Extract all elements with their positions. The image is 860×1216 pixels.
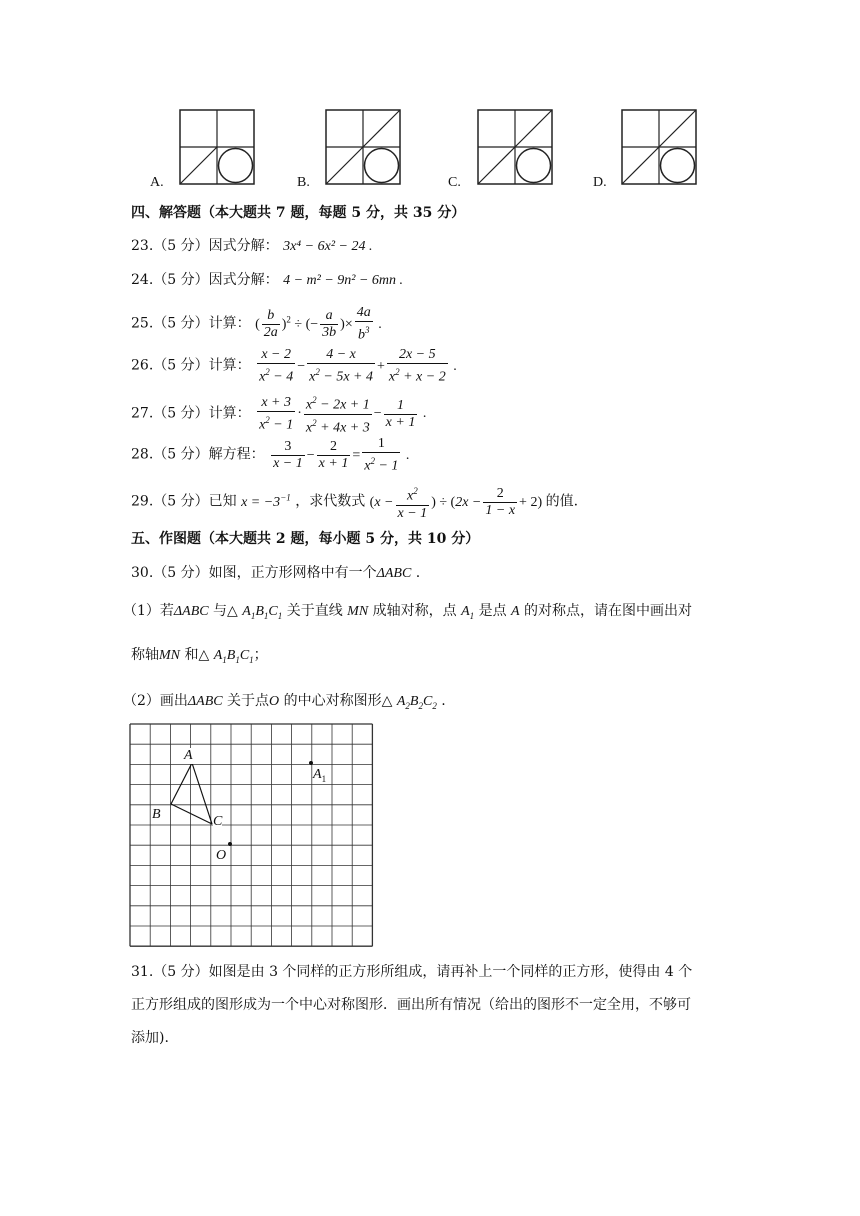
q28-expression: $\frac{3}{x - 1}$ − $\frac{2}{x + 1}$ = $\frac{1}{x^2 - 1}$ . xyxy=(273,436,410,474)
q26-label: 26.（5 分）计算： xyxy=(131,357,251,374)
option-figures-svg xyxy=(0,100,860,195)
figure-b xyxy=(326,110,400,184)
q29-tail: 的值. xyxy=(545,493,579,510)
section-4-heading: 四、解答题（本大题共 7 题，每题 5 分，共 35 分） xyxy=(131,205,466,221)
question-31-line-3: 添加). xyxy=(131,1030,169,1046)
q30-p1-text-b: 与△ xyxy=(213,603,238,619)
grid-label-b: B xyxy=(152,807,161,822)
q25-expression: ( $\frac{b}{2a}$ )$^2$ ÷ (− $\frac{a}{3b}$ )× $\frac{4a}{b^3}$ . xyxy=(255,305,382,343)
q29-expression: (x − $\frac{x^2}{x - 1}$ ) ÷ (2x − $\frac{2}{1 - x}$ + 2) xyxy=(370,495,546,510)
q30-p1-text-f: 的对称点，请在图中画出对 xyxy=(524,603,693,619)
q27-expression: $\frac{x + 3}{x^2 - 1}$ · $\frac{x^2 - 2x + 1}{x^2 + 4x + 3}$ − $\frac{1}{x + 1}$ . xyxy=(255,406,426,421)
grid-label-a1: $A_1$ xyxy=(313,767,327,784)
grid-label-a: A xyxy=(184,748,193,763)
option-a-label: A. xyxy=(150,175,164,190)
question-31-line-1: 31.（5 分）如图是由 3 个同样的正方形所组成，请再补上一个同样的正方形，使得由 4 个 xyxy=(131,964,693,980)
q23-expression: 3x⁴ − 6x² − 24 . xyxy=(283,239,373,254)
question-23 xyxy=(131,236,372,257)
option-figures xyxy=(0,100,860,195)
q29-x-value: $x = -3^{-1}$ xyxy=(241,492,291,510)
q26-expression: $\frac{x - 2}{x^2 - 4}$ − $\frac{4 - x}{x^2 - 5x + 4}$ + $\frac{2x - 5}{x^2 + x - 2}$ . xyxy=(259,347,457,385)
grid-figure xyxy=(128,722,374,948)
q30-p1-text-g: 称轴 xyxy=(131,647,159,663)
question-28 xyxy=(131,436,409,475)
q30-label: 30.（5 分）如图，正方形网格中有一个 xyxy=(131,565,377,581)
q29-middle: ，求代数式 xyxy=(295,493,366,510)
option-d-label: D. xyxy=(593,175,607,190)
q30-p2-text-c: 的中心对称图形△ xyxy=(283,693,393,709)
q24-label: 24.（5 分）因式分解： xyxy=(131,272,279,288)
q30-p2-text-b: 关于点 xyxy=(227,693,270,709)
q23-label: 23.（5 分）因式分解： xyxy=(131,238,279,254)
figure-a xyxy=(180,110,254,184)
q30-p1-text-c: 关于直线 xyxy=(286,603,343,619)
option-b-label: B. xyxy=(297,175,310,190)
question-30-part-1: （1）若ΔABC 与△ $A_1B_1C_1$ 关于直线 MN 成轴对称，点 $A_1$ 是点 A 的对称点，请在图中画出对 xyxy=(123,603,693,621)
question-25 xyxy=(131,302,382,344)
q30-p1-text-h: 和△ xyxy=(184,647,210,663)
option-c-label: C. xyxy=(448,175,461,190)
question-27 xyxy=(131,392,426,436)
grid-svg xyxy=(128,722,374,948)
q28-label: 28.（5 分）解方程： xyxy=(131,446,265,463)
question-24 xyxy=(131,270,403,291)
question-31-line-2: 正方形组成的图形成为一个中心对称图形．画出所有情况（给出的图形不一定全用，不够可 xyxy=(131,997,691,1013)
grid-label-c: C xyxy=(213,814,223,829)
q24-expression: 4 − m² − 9n² − 6mn . xyxy=(283,273,404,288)
grid-label-o: O xyxy=(216,848,227,863)
figure-d xyxy=(622,110,696,184)
section-5-heading: 五、作图题（本大题共 2 题，每小题 5 分，共 10 分） xyxy=(131,531,480,547)
q30-p1-text-e: 是点 xyxy=(478,603,507,619)
q30-p1-text-d: 成轴对称，点 xyxy=(372,603,457,619)
question-29 xyxy=(131,480,578,522)
q27-label: 27.（5 分）计算： xyxy=(131,405,251,422)
q25-label: 25.（5 分）计算： xyxy=(131,315,251,332)
question-30-part-1-cont: 称轴MN 和△ $A_1B_1C_1$； xyxy=(131,647,268,665)
figure-c xyxy=(478,110,552,184)
grid-lines xyxy=(130,724,372,946)
q29-label: 29.（5 分）已知 xyxy=(131,493,237,510)
q30-p2-text-a: （2）画出 xyxy=(123,693,188,709)
question-30: 30.（5 分）如图，正方形网格中有一个ΔABC . xyxy=(131,565,421,581)
question-30-part-2: （2）画出ΔABC 关于点O 的中心对称图形△ $A_2B_2C_2$ . xyxy=(123,693,446,711)
q30-p1-text-a: （1）若 xyxy=(123,603,174,619)
question-26 xyxy=(131,347,457,386)
